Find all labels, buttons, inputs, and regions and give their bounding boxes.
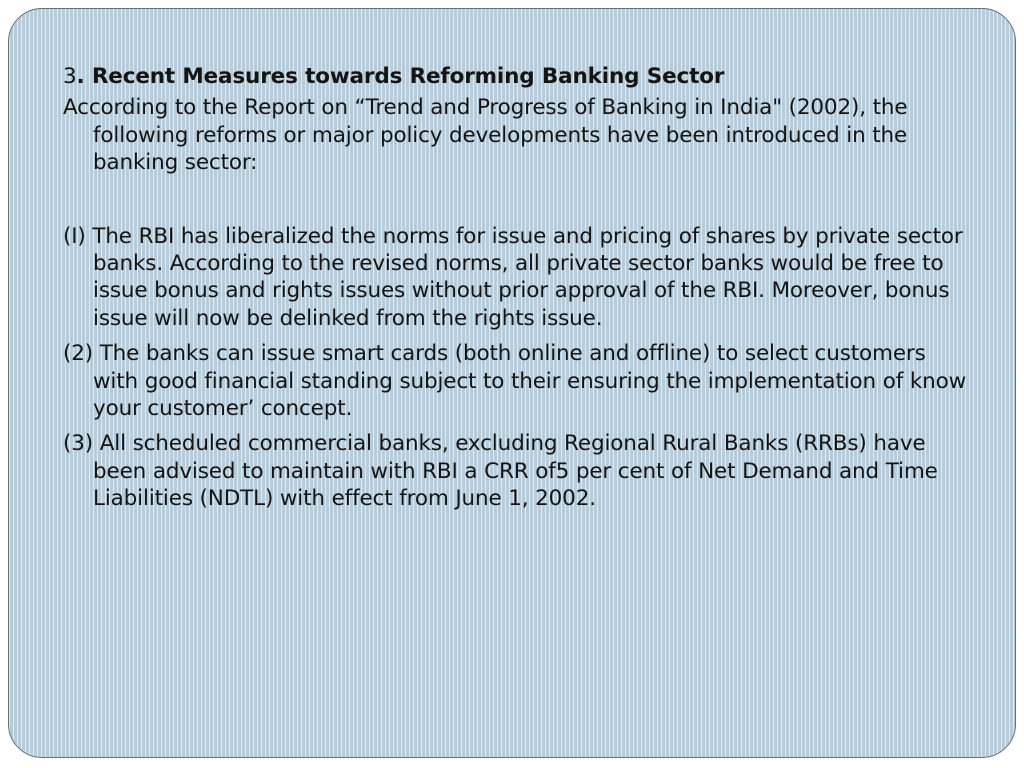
- paragraph-spacer: [63, 185, 973, 223]
- reform-item-2: (2) The banks can issue smart cards (both online and offline) to select customers with good financial standing subject to their ensuring the implementation of know your customer’ concept.: [63, 341, 967, 422]
- heading-title: . Recent Measures towards Reforming Banking Sector: [76, 64, 725, 89]
- section-heading: [63, 63, 973, 90]
- reform-item-3: (3) All scheduled commercial banks, excluding Regional Rural Banks (RRBs) have been advised to maintain with RBI a CRR of5 per cent of Net Demand and Time Liabilities (NDTL) with effect from June 1, 2002.: [63, 431, 938, 512]
- reform-item-1: (I) The RBI has liberalized the norms for issue and pricing of shares by private sector banks. According to the revised norms, all private sector banks would be free to issue bonus and rights issues without prior approval of the RBI. Moreover, bonus issue will now be delinked from the rights issue.: [63, 223, 963, 331]
- heading-number: 3: [63, 64, 77, 89]
- slide-content: [63, 63, 973, 521]
- slide-panel: [8, 8, 1016, 758]
- intro-paragraph: According to the Report on “Trend and Progress of Banking in India" (2002), the following reforms or major policy developments have been introduced in the banking sector:: [63, 95, 908, 176]
